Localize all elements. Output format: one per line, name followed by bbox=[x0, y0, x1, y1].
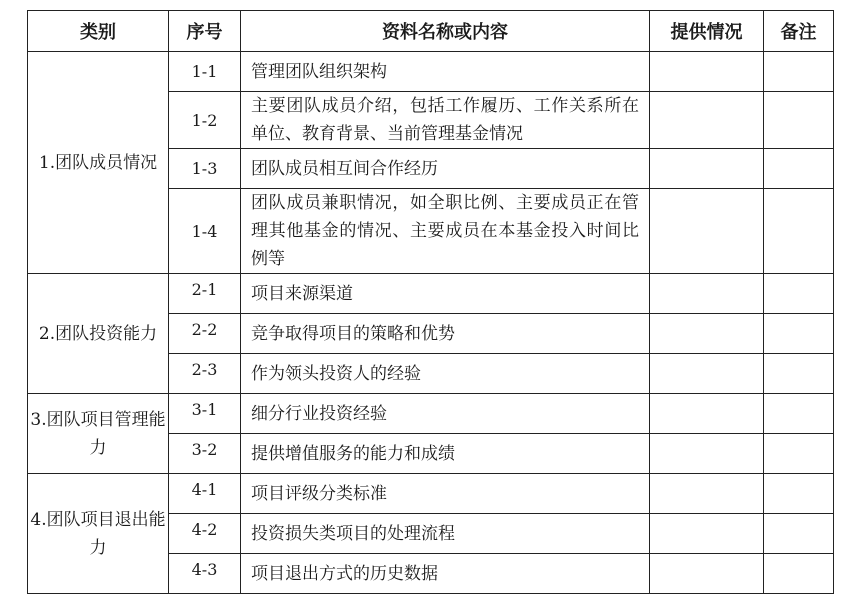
seq-cell: 1-1 bbox=[169, 52, 241, 92]
content-cell: 主要团队成员介绍，包括工作履历、工作关系所在单位、教育背景、当前管理基金情况 bbox=[241, 92, 650, 149]
category-cell: 2.团队投资能力 bbox=[28, 274, 169, 394]
content-cell: 投资损失类项目的处理流程 bbox=[241, 514, 650, 554]
content-cell: 团队成员相互间合作经历 bbox=[241, 149, 650, 189]
seq-cell: 4-1 bbox=[169, 474, 241, 514]
provided-cell[interactable] bbox=[650, 474, 764, 514]
seq-cell: 2-1 bbox=[169, 274, 241, 314]
category-cell: 3.团队项目管理能力 bbox=[28, 394, 169, 474]
provided-cell[interactable] bbox=[650, 189, 764, 274]
notes-cell[interactable] bbox=[764, 189, 834, 274]
seq-cell: 2-3 bbox=[169, 354, 241, 394]
content-cell: 作为领头投资人的经验 bbox=[241, 354, 650, 394]
materials-table bbox=[27, 10, 834, 594]
table-row bbox=[28, 52, 834, 92]
header-provided: 提供情况 bbox=[650, 11, 764, 52]
provided-cell[interactable] bbox=[650, 434, 764, 474]
content-cell: 项目评级分类标准 bbox=[241, 474, 650, 514]
content-cell: 项目来源渠道 bbox=[241, 274, 650, 314]
seq-cell: 1-4 bbox=[169, 189, 241, 274]
provided-cell[interactable] bbox=[650, 514, 764, 554]
notes-cell[interactable] bbox=[764, 354, 834, 394]
header-seq: 序号 bbox=[169, 11, 241, 52]
notes-cell[interactable] bbox=[764, 92, 834, 149]
seq-cell: 3-2 bbox=[169, 434, 241, 474]
content-cell: 团队成员兼职情况，如全职比例、主要成员正在管理其他基金的情况、主要成员在本基金投入时间比例等 bbox=[241, 189, 650, 274]
notes-cell[interactable] bbox=[764, 474, 834, 514]
header-row bbox=[28, 11, 834, 52]
seq-cell: 4-3 bbox=[169, 554, 241, 594]
provided-cell[interactable] bbox=[650, 554, 764, 594]
notes-cell[interactable] bbox=[764, 274, 834, 314]
table-row bbox=[28, 274, 834, 314]
content-cell: 提供增值服务的能力和成绩 bbox=[241, 434, 650, 474]
notes-cell[interactable] bbox=[764, 554, 834, 594]
category-cell: 1.团队成员情况 bbox=[28, 52, 169, 274]
content-cell: 管理团队组织架构 bbox=[241, 52, 650, 92]
category-cell: 4.团队项目退出能力 bbox=[28, 474, 169, 594]
content-cell: 竞争取得项目的策略和优势 bbox=[241, 314, 650, 354]
header-category: 类别 bbox=[28, 11, 169, 52]
notes-cell[interactable] bbox=[764, 52, 834, 92]
notes-cell[interactable] bbox=[764, 514, 834, 554]
provided-cell[interactable] bbox=[650, 314, 764, 354]
seq-cell: 3-1 bbox=[169, 394, 241, 434]
notes-cell[interactable] bbox=[764, 149, 834, 189]
provided-cell[interactable] bbox=[650, 92, 764, 149]
table-row bbox=[28, 474, 834, 514]
provided-cell[interactable] bbox=[650, 149, 764, 189]
notes-cell[interactable] bbox=[764, 434, 834, 474]
header-content: 资料名称或内容 bbox=[241, 11, 650, 52]
table-row bbox=[28, 394, 834, 434]
provided-cell[interactable] bbox=[650, 52, 764, 92]
notes-cell[interactable] bbox=[764, 314, 834, 354]
seq-cell: 4-2 bbox=[169, 514, 241, 554]
notes-cell[interactable] bbox=[764, 394, 834, 434]
seq-cell: 2-2 bbox=[169, 314, 241, 354]
header-notes: 备注 bbox=[764, 11, 834, 52]
seq-cell: 1-3 bbox=[169, 149, 241, 189]
provided-cell[interactable] bbox=[650, 394, 764, 434]
provided-cell[interactable] bbox=[650, 354, 764, 394]
content-cell: 细分行业投资经验 bbox=[241, 394, 650, 434]
provided-cell[interactable] bbox=[650, 274, 764, 314]
seq-cell: 1-2 bbox=[169, 92, 241, 149]
content-cell: 项目退出方式的历史数据 bbox=[241, 554, 650, 594]
